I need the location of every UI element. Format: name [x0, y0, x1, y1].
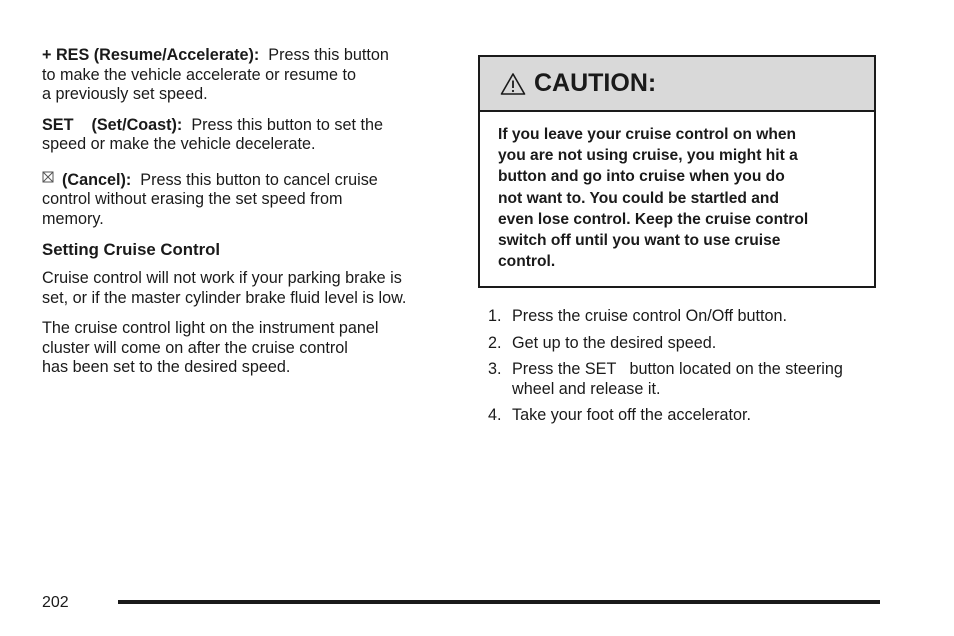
step-3-line-1: Press the SET button located on the steering: [512, 360, 843, 378]
para2-text-2: cluster will come on after the cruise control: [42, 338, 348, 357]
set-line-1: [42, 116, 440, 136]
caution-body: [480, 112, 874, 286]
step-number: 3.: [488, 360, 502, 378]
cancel-text-3: memory.: [42, 209, 104, 228]
cancel-icon: [42, 171, 54, 183]
section-heading: Setting Cruise Control: [42, 240, 221, 259]
set-text-1: Press this button to set the: [191, 115, 383, 134]
para2-text-3: has been set to the desired speed.: [42, 358, 291, 376]
caution-line-5: even lose control. Keep the cruise control: [498, 210, 809, 228]
para1-text-2: set, or if the master cylinder brake fluid level is low.: [42, 288, 407, 307]
caution-line-3: button and go into cruise when you do: [498, 168, 785, 186]
set-label-2: (Set/Coast):: [91, 115, 183, 134]
set-text-2: speed or make the vehicle decelerate.: [42, 135, 316, 153]
right-column: [478, 55, 880, 288]
step-number: 4.: [488, 406, 502, 424]
step-1-line-1: Press the cruise control On/Off button.: [512, 307, 788, 325]
cancel-paragraph: [42, 171, 440, 230]
caution-header: [480, 57, 874, 112]
res-text-1: Press this button: [268, 46, 389, 64]
list-item: [488, 406, 888, 426]
caution-line-7: control.: [498, 253, 556, 271]
caution-title: CAUTION:: [534, 69, 657, 97]
footer-rule: [118, 600, 880, 604]
step-text: [512, 406, 888, 426]
cancel-line-1: [42, 171, 440, 191]
caution-box: [478, 55, 876, 288]
cancel-label: (Cancel):: [62, 170, 132, 189]
list-item: [488, 360, 888, 399]
step-number: 1.: [488, 307, 502, 325]
set-paragraph: [42, 116, 440, 155]
step-number: 2.: [488, 333, 502, 352]
step-text: [512, 307, 888, 327]
res-text-3: a previously set speed.: [42, 85, 208, 103]
step-4-line-1: Take your foot off the accelerator.: [512, 406, 752, 424]
caution-line-6: switch off until you want to use cruise: [498, 232, 781, 250]
caution-line-4: not want to. You could be startled and: [498, 189, 779, 207]
res-text-2: to make the vehicle accelerate or resume to: [42, 65, 357, 84]
step-text: [512, 334, 888, 354]
set-label: SET: [42, 115, 74, 134]
step-text: [512, 360, 888, 399]
caution-line-1: If you leave your cruise control on when: [498, 126, 797, 143]
left-column: [42, 46, 440, 389]
res-label: + RES (Resume/Accelerate):: [42, 46, 260, 64]
page-number: 202: [42, 594, 69, 611]
step-2-line-1: Get up to the desired speed.: [512, 333, 717, 352]
res-line-1: [42, 46, 440, 66]
cancel-text-2: control without erasing the set speed from: [42, 190, 343, 208]
list-item: [488, 334, 888, 354]
step-3-line-2: wheel and release it.: [512, 379, 661, 398]
light-paragraph: [42, 319, 440, 378]
steps-list: [488, 307, 888, 433]
parking-brake-paragraph: [42, 269, 440, 308]
warning-triangle-icon: [500, 72, 526, 96]
res-paragraph: [42, 46, 440, 105]
caution-line-2: you are not using cruise, you might hit a: [498, 147, 798, 165]
list-item: [488, 307, 888, 327]
para2-text-1: The cruise control light on the instrument panel: [42, 319, 379, 337]
cancel-text-1: Press this button to cancel cruise: [140, 170, 378, 189]
para1-text-1: Cruise control will not work if your parking brake is: [42, 269, 402, 287]
